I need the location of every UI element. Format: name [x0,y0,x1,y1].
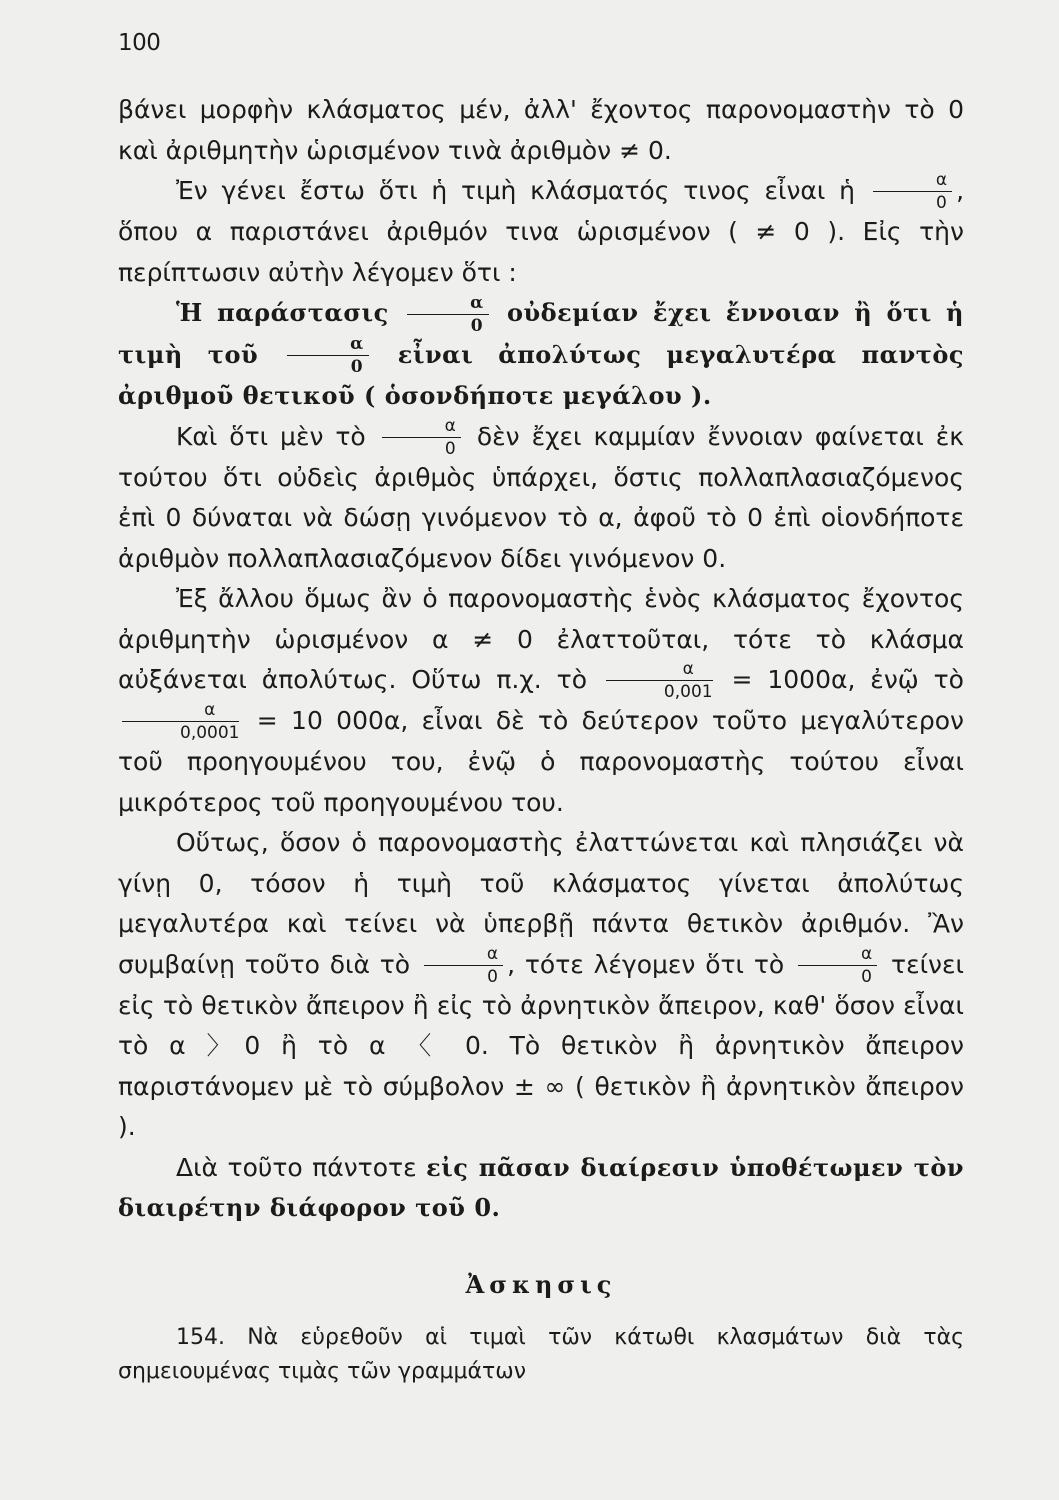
bold-conclusion: εἰς πᾶσαν διαίρεσιν ὑποθέτωμεν τὸν διαιρέτην διάφορον τοῦ 0. [118,1152,965,1222]
fraction-a-over-0: $\frac{\alpha}{0}$ [287,336,369,376]
paragraph-5: Οὕτως, ὅσον ὁ παρονομαστὴς ἐλαττώνεται καὶ πλησιάζει νὰ γίνῃ 0, τόσον ἡ τιμὴ τοῦ κλάσματος γίνεται ἀπολύτως μεγαλυτέρα καὶ τείνει νὰ ὑπερβῇ πάντα θετικὸν ἀριθμόν. Ἂν συμβαίνῃ τοῦτο διὰ τὸ $\frac{\alpha}{0}$ , τότε λέγομεν ὅτι τὸ $\frac{\alpha}{0}$ τείνει εἰς τὸ θετικὸν ἄπειρον ἢ εἰς τὸ ἀρνητικὸν ἄπειρον, καθ' ὅσον εἶναι τὸ α 〉0 ἢ τὸ α 〈 0. Τὸ θετικὸν ἢ ἀρνητικὸν ἄπειρον παριστάνομεν μὲ τὸ σύμβολον ± ∞ ( θετικὸν ἢ ἀρνητικὸν ἄπειρον ). [118,828,964,1141]
paragraph-2-end: , ὅπου α παριστάνει ἀριθμόν τινα ὡρισμένον ( ≠ 0 ). Εἰς τὴν περίπτωσιν αὐτὴν λέγομεν ὅτι : [118,176,965,287]
paragraph-2 [118,171,964,293]
fraction-a-over-0001: $\frac{\alpha}{0,001}$ [606,661,713,701]
fraction-a-over-0: $\frac{\alpha}{0}$ [798,946,877,986]
paragraph-4: Ἐξ ἄλλου ὅμως ἂν ὁ παρονομαστὴς ἑνὸς κλάσματος ἔχοντος ἀριθμητὴν ὡρισμένον α ≠ 0 ἐλαττοῦται, τότε τὸ κλάσμα αὐξάνεται ἀπολύτως. Οὕτω π.χ. τὸ $\frac{\alpha}{0,001}$ = 1000α, ἐνῷ τὸ $\frac{\alpha}{0,0001}$ = 10 000α, εἶναι δὲ τὸ δεύτερον τοῦτο μεγαλύτερον τοῦ προηγουμένου του, ἐνῷ ὁ παρονομαστὴς τούτου εἶναι μικρότερος τοῦ προηγουμένου του. [118,584,964,817]
paragraph-2-start: Ἐν γένει ἔστω ὅτι ἡ τιμὴ κλάσματός τινος εἶναι ἡ [176,176,856,205]
fraction-a-over-00001: $\frac{\alpha}{0,0001}$ [122,702,239,742]
paragraph-6: Διὰ τοῦτο πάντοτε εἰς πᾶσαν διαίρεσιν ὑποθέτωμεν τὸν διαιρέτην διάφορον τοῦ 0. [118,1152,965,1222]
fraction-a-over-0: $\frac{\alpha}{0}$ [382,418,461,458]
fraction-a-over-0: $\frac{\alpha}{0}$ [407,295,489,335]
fraction-a-over-0: $\frac{\alpha}{0}$ [424,946,503,986]
fraction-a-over-0: $\frac{\alpha}{0}$ [873,172,952,212]
paragraph-1: βάνει μορφὴν κλάσματος μέν, ἀλλ' ἔχοντος παρονομαστὴν τὸ 0 καὶ ἀριθμητὴν ὡρισμένον τινὰ ἀριθμὸν ≠ 0. [118,95,964,165]
exercises-heading: Ἀσκησις [465,1269,617,1299]
page-body [118,90,964,1389]
exercise-154: 154. Νὰ εὑρεθοῦν αἱ τιμαὶ τῶν κάτωθι κλασμάτων διὰ τὰς σημειουμένας τιμὰς τῶν γραμμάτων [118,1325,964,1384]
page-number: 100 [118,30,161,56]
paragraph-3: Καὶ ὅτι μὲν τὸ $\frac{\alpha}{0}$ δὲν ἔχει καμμίαν ἔννοιαν φαίνεται ἐκ τούτου ὅτι οὐδεὶς ἀριθμὸς ὑπάρχει, ὅστις πολλαπλασιαζόμενος ἐπὶ 0 δύναται νὰ δώσῃ γινόμενον τὸ α, ἀφοῦ τὸ 0 ἐπὶ οἱονδήποτε ἀριθμὸν πολλαπλασιαζόμενον δίδει γινόμενον 0. [118,415,964,573]
bold-statement: Ἡ παράστασις $\frac{\alpha}{0}$ οὐδεμίαν ἔχει ἔννοιαν ἢ ὅτι ἡ τιμὴ τοῦ $\frac{\alpha}{0}$ εἶναι ἀπολύτως μεγαλυτέρα παντὸς ἀριθμοῦ θετικοῦ ( ὁσονδήποτε μεγάλου ). [118,292,965,410]
